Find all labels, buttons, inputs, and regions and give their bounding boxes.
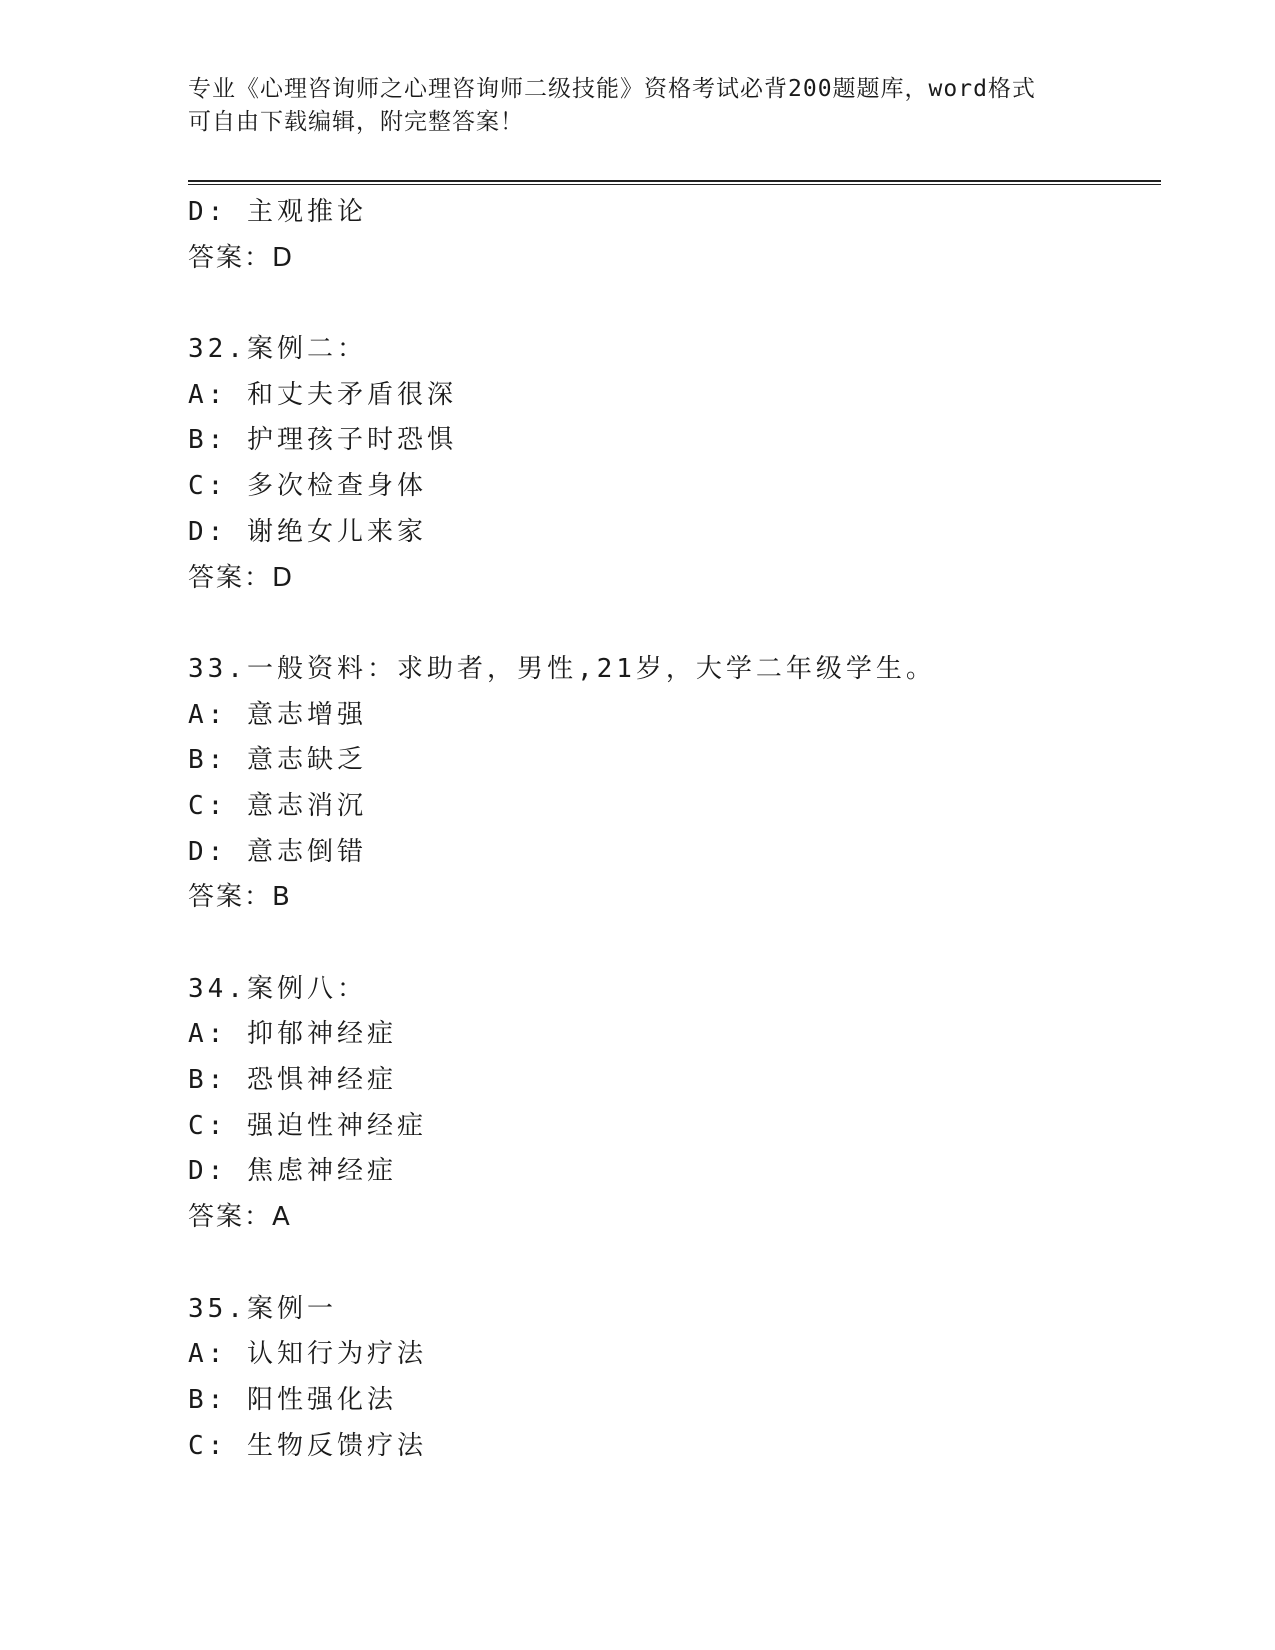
spacer <box>188 921 1161 967</box>
spacer <box>188 1241 1161 1287</box>
answer-line: 答案：D <box>188 562 295 593</box>
question-stem: 33.一般资料：求助者，男性,21岁，大学二年级学生。 <box>188 653 936 684</box>
option-b: B: 阳性强化法 <box>188 1384 397 1415</box>
header-divider <box>188 180 1161 185</box>
question-stem: 34.案例八： <box>188 973 367 1004</box>
option-a: A: 和丈夫矛盾很深 <box>188 379 457 410</box>
option-d: D: 焦虑神经症 <box>188 1156 397 1187</box>
header-line-2: 可自由下载编辑，附完整答案！ <box>188 109 524 135</box>
option-c: C: 强迫性神经症 <box>188 1110 427 1141</box>
answer-line: 答案：D <box>188 242 295 273</box>
option-b: B: 意志缺乏 <box>188 745 367 776</box>
option-d: D: 意志倒错 <box>188 836 367 867</box>
question-list <box>188 190 1161 1469</box>
option-c: C: 生物反馈疗法 <box>188 1430 427 1461</box>
header-line-1: 专业《心理咨询师之心理咨询师二级技能》资格考试必背200题题库，word格式 <box>188 76 1036 102</box>
spacer <box>188 281 1161 327</box>
answer-line: 答案：A <box>188 1202 292 1233</box>
document-header <box>188 73 1088 139</box>
option-d: D: 谢绝女儿来家 <box>188 516 427 547</box>
question-stem: 32.案例二： <box>188 334 367 365</box>
option-b: B: 护理孩子时恐惧 <box>188 425 457 456</box>
option-a: A: 意志增强 <box>188 699 367 730</box>
option-c: C: 意志消沉 <box>188 790 367 821</box>
option-a: A: 认知行为疗法 <box>188 1339 427 1370</box>
question-stem: 35.案例一 <box>188 1293 337 1324</box>
question-33 <box>188 647 1161 921</box>
question-32 <box>188 327 1161 601</box>
option-b: B: 恐惧神经症 <box>188 1065 397 1096</box>
spacer <box>188 601 1161 647</box>
answer-line: 答案：B <box>188 882 292 913</box>
question-35 <box>188 1287 1161 1470</box>
option-d: D: 主观推论 <box>188 197 367 227</box>
question-34 <box>188 967 1161 1241</box>
option-c: C: 多次检查身体 <box>188 471 427 502</box>
option-a: A: 抑郁神经症 <box>188 1019 397 1050</box>
